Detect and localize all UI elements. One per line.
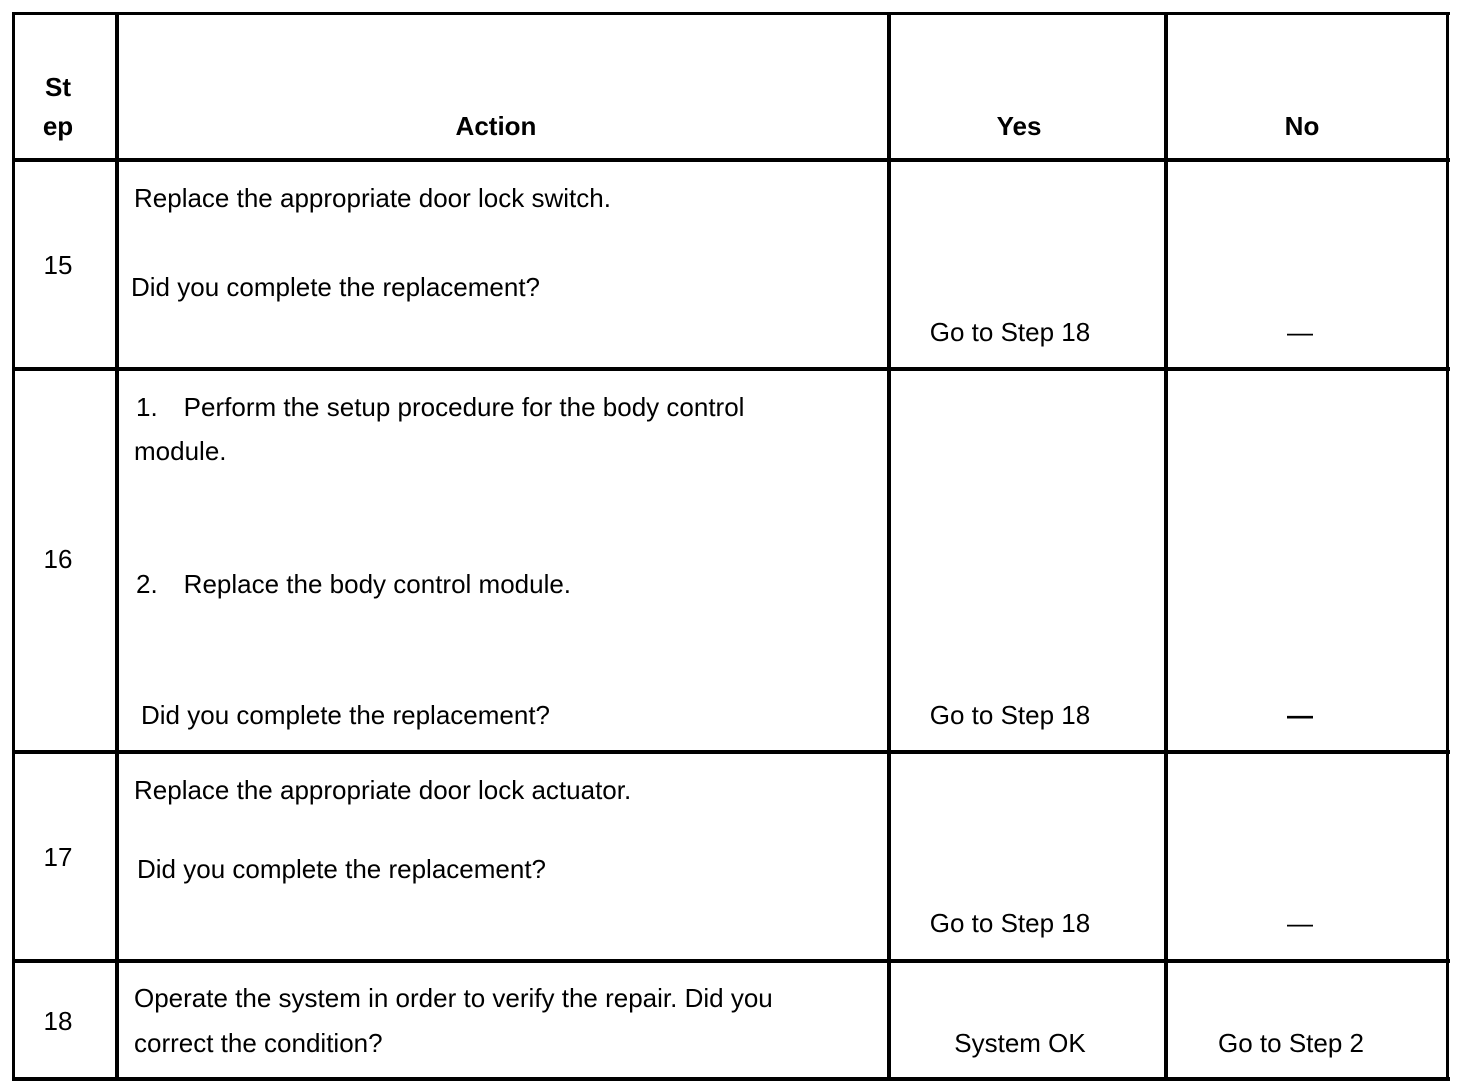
header-action: Action	[455, 111, 537, 141]
row-divider	[14, 367, 1450, 371]
no-result: Go to Step 2	[1218, 1028, 1364, 1058]
step-number: 15	[43, 250, 73, 280]
column-divider	[1164, 12, 1168, 1081]
action-text: module.	[134, 436, 227, 466]
yes-result: Go to Step 18	[929, 908, 1091, 938]
action-question: Did you complete the replacement?	[141, 700, 551, 730]
action-text: Replace the appropriate door lock actuator.	[134, 775, 632, 805]
column-divider	[115, 12, 119, 1081]
step-number: 18	[43, 1006, 73, 1036]
header-no: No	[1284, 111, 1320, 141]
row-divider	[14, 959, 1450, 963]
column-divider	[887, 12, 891, 1081]
table-border-top	[14, 12, 1450, 15]
table-border-right	[1446, 12, 1449, 1081]
yes-result: Go to Step 18	[929, 700, 1091, 730]
table-border-left	[12, 12, 15, 1081]
yes-result: System OK	[954, 1028, 1086, 1058]
action-question: Did you complete the replacement?	[137, 854, 547, 884]
no-result: —	[1287, 317, 1313, 347]
header-divider	[14, 158, 1450, 162]
yes-result: Go to Step 18	[929, 317, 1091, 347]
table-border-bottom	[14, 1077, 1450, 1081]
no-result: —	[1287, 700, 1313, 730]
action-text: correct the condition?	[134, 1028, 383, 1058]
header-yes: Yes	[996, 111, 1042, 141]
action-text: 1. Perform the setup procedure for the body control	[136, 392, 745, 422]
header-step-line2: ep	[42, 111, 74, 141]
no-result: —	[1287, 908, 1313, 938]
action-text: 2. Replace the body control module.	[136, 569, 572, 599]
row-divider	[14, 750, 1450, 754]
action-text: Replace the appropriate door lock switch.	[134, 183, 611, 213]
step-number: 16	[43, 544, 73, 574]
action-text: Operate the system in order to verify the repair. Did you	[134, 983, 773, 1013]
header-step-line1: St	[45, 72, 71, 102]
step-number: 17	[43, 842, 73, 872]
action-question: Did you complete the replacement?	[131, 272, 541, 302]
